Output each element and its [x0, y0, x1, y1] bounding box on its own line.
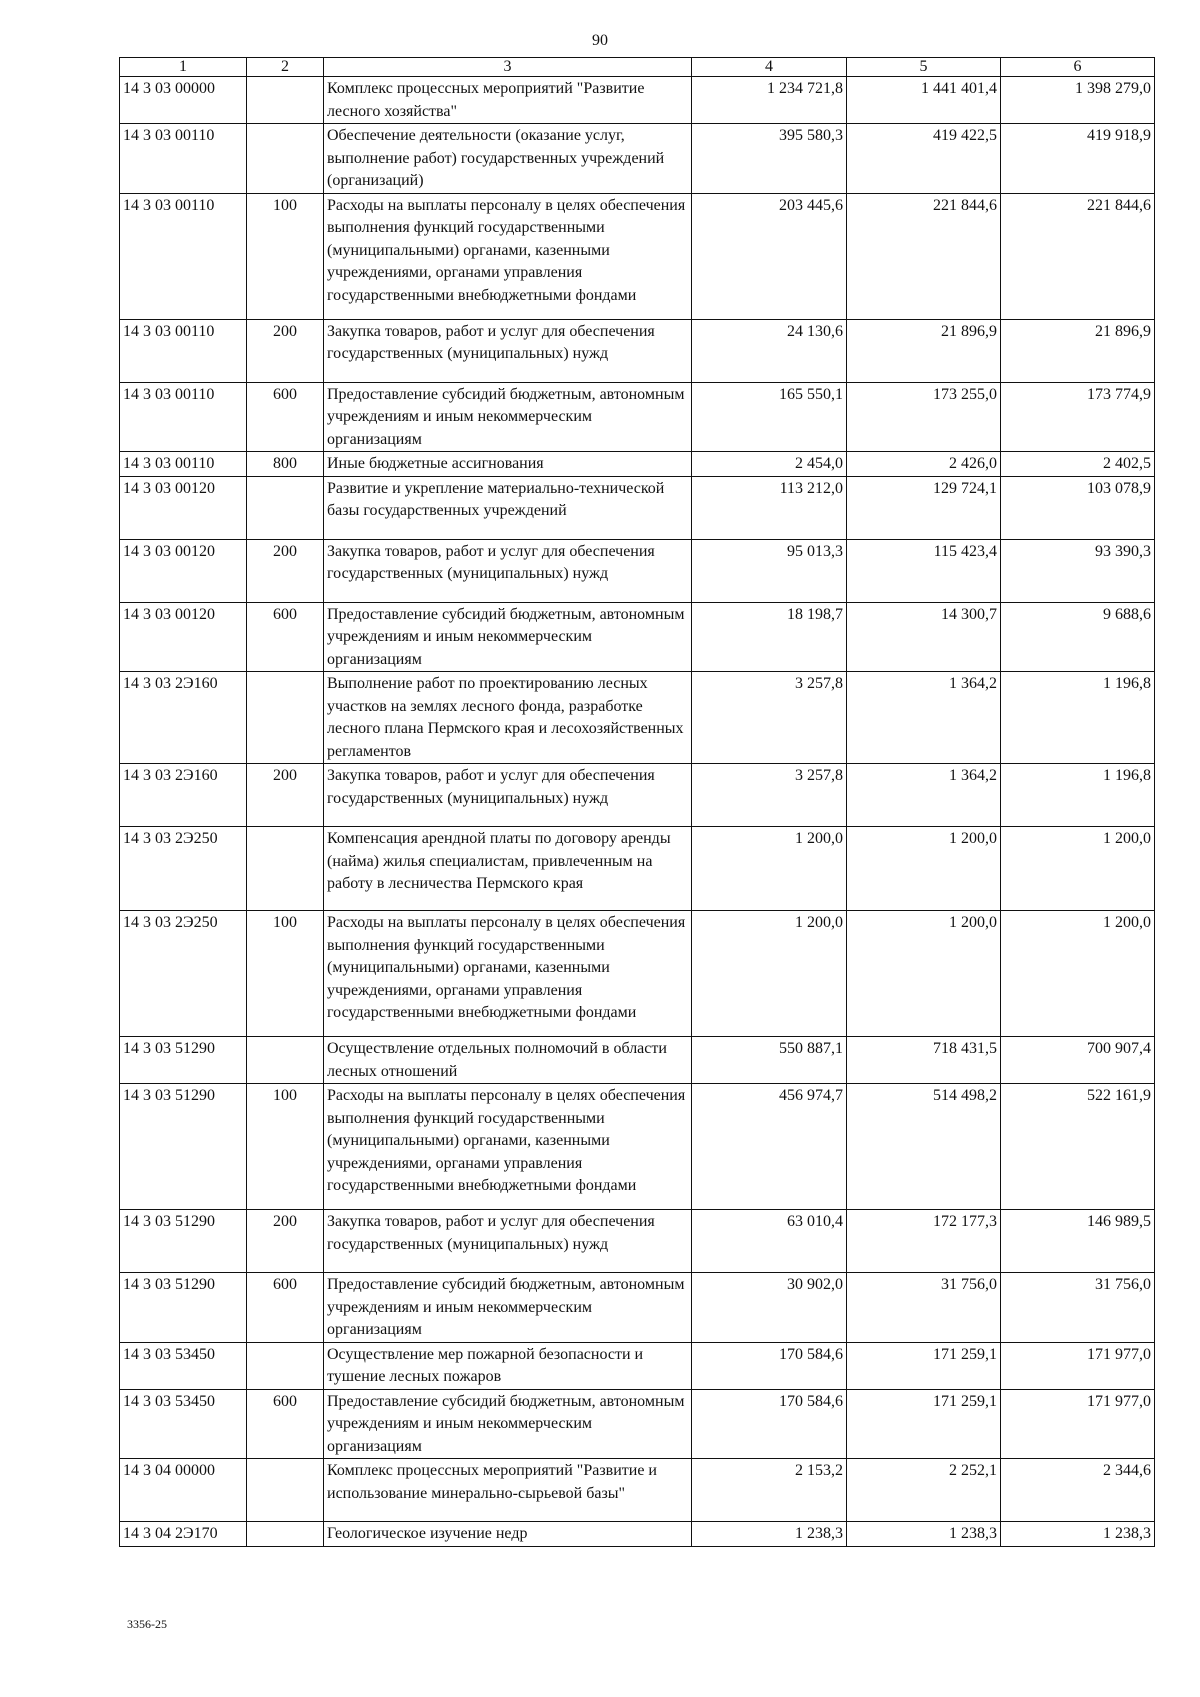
column-header-1: 1 [120, 58, 247, 77]
table-row [120, 827, 1155, 911]
value-col5-cell: 31 756,0 [847, 1273, 1001, 1343]
value-col4-cell: 18 198,7 [692, 602, 847, 672]
value-col4-cell: 395 580,3 [692, 124, 847, 194]
table-row [120, 77, 1155, 124]
expense-type-cell [247, 1037, 324, 1084]
value-col4-cell: 1 200,0 [692, 911, 847, 1037]
value-col5-cell: 129 724,1 [847, 476, 1001, 539]
table-row [120, 764, 1155, 827]
value-col5-cell: 1 200,0 [847, 911, 1001, 1037]
value-col5-cell: 2 426,0 [847, 452, 1001, 477]
name-cell: Предоставление субсидий бюджетным, автономным учреждениям и иным некоммерческим организациям [324, 1273, 692, 1343]
name-cell: Комплекс процессных мероприятий "Развитие и использование минерально-сырьевой базы" [324, 1459, 692, 1522]
expense-type-cell: 200 [247, 539, 324, 602]
value-col6-cell: 103 078,9 [1001, 476, 1155, 539]
name-cell: Предоставление субсидий бюджетным, автономным учреждениям и иным некоммерческим организациям [324, 602, 692, 672]
value-col5-cell: 1 364,2 [847, 672, 1001, 764]
name-cell: Геологическое изучение недр [324, 1522, 692, 1547]
table-row [120, 452, 1155, 477]
value-col5-cell: 21 896,9 [847, 319, 1001, 382]
code-cell: 14 3 04 00000 [120, 1459, 247, 1522]
value-col4-cell: 165 550,1 [692, 382, 847, 452]
value-col4-cell: 456 974,7 [692, 1084, 847, 1210]
value-col6-cell: 221 844,6 [1001, 193, 1155, 319]
footer-document-code: 3356-25 [127, 1617, 167, 1631]
value-col5-cell: 718 431,5 [847, 1037, 1001, 1084]
expense-type-cell: 200 [247, 319, 324, 382]
value-col5-cell: 2 252,1 [847, 1459, 1001, 1522]
name-cell: Осуществление отдельных полномочий в области лесных отношений [324, 1037, 692, 1084]
name-cell: Осуществление мер пожарной безопасности и тушение лесных пожаров [324, 1342, 692, 1389]
code-cell: 14 3 04 2Э170 [120, 1522, 247, 1547]
name-cell: Расходы на выплаты персоналу в целях обеспечения выполнения функций государственными (муниципальными) органами, казенными учреждениями, органами управления государственными внебюджетными фондами [324, 1084, 692, 1210]
expense-type-cell [247, 124, 324, 194]
code-cell: 14 3 03 53450 [120, 1389, 247, 1459]
value-col6-cell: 1 200,0 [1001, 827, 1155, 911]
name-cell: Закупка товаров, работ и услуг для обеспечения государственных (муниципальных) нужд [324, 319, 692, 382]
table-header [120, 58, 1155, 77]
name-cell: Предоставление субсидий бюджетным, автономным учреждениям и иным некоммерческим организациям [324, 1389, 692, 1459]
name-cell: Комплекс процессных мероприятий "Развитие лесного хозяйства" [324, 77, 692, 124]
code-cell: 14 3 03 2Э250 [120, 911, 247, 1037]
code-cell: 14 3 03 51290 [120, 1210, 247, 1273]
value-col5-cell: 173 255,0 [847, 382, 1001, 452]
expense-type-cell: 100 [247, 911, 324, 1037]
name-cell: Закупка товаров, работ и услуг для обеспечения государственных (муниципальных) нужд [324, 1210, 692, 1273]
value-col6-cell: 1 200,0 [1001, 911, 1155, 1037]
table-row [120, 1210, 1155, 1273]
value-col6-cell: 1 238,3 [1001, 1522, 1155, 1547]
value-col5-cell: 14 300,7 [847, 602, 1001, 672]
name-cell: Иные бюджетные ассигнования [324, 452, 692, 477]
value-col6-cell: 1 196,8 [1001, 764, 1155, 827]
value-col6-cell: 171 977,0 [1001, 1342, 1155, 1389]
table-row [120, 382, 1155, 452]
name-cell: Предоставление субсидий бюджетным, автономным учреждениям и иным некоммерческим организациям [324, 382, 692, 452]
expense-type-cell [247, 1459, 324, 1522]
expense-type-cell: 600 [247, 1273, 324, 1343]
table-row [120, 1459, 1155, 1522]
expense-type-cell: 200 [247, 1210, 324, 1273]
code-cell: 14 3 03 00120 [120, 476, 247, 539]
value-col6-cell: 31 756,0 [1001, 1273, 1155, 1343]
value-col4-cell: 3 257,8 [692, 672, 847, 764]
value-col4-cell: 170 584,6 [692, 1389, 847, 1459]
value-col4-cell: 2 454,0 [692, 452, 847, 477]
value-col4-cell: 24 130,6 [692, 319, 847, 382]
name-cell: Развитие и укрепление материально-технической базы государственных учреждений [324, 476, 692, 539]
value-col5-cell: 514 498,2 [847, 1084, 1001, 1210]
page-number: 90 [592, 32, 608, 49]
value-col5-cell: 1 238,3 [847, 1522, 1001, 1547]
expense-type-cell [247, 476, 324, 539]
expense-type-cell: 100 [247, 1084, 324, 1210]
table-row [120, 911, 1155, 1037]
code-cell: 14 3 03 51290 [120, 1037, 247, 1084]
table-row [120, 1037, 1155, 1084]
budget-table [119, 57, 1155, 1547]
value-col5-cell: 171 259,1 [847, 1389, 1001, 1459]
expense-type-cell [247, 672, 324, 764]
value-col6-cell: 173 774,9 [1001, 382, 1155, 452]
expense-type-cell [247, 827, 324, 911]
name-cell: Выполнение работ по проектированию лесных участков на землях лесного фонда, разработке лесного плана Пермского края и лесохозяйственных регламентов [324, 672, 692, 764]
value-col4-cell: 3 257,8 [692, 764, 847, 827]
expense-type-cell: 600 [247, 382, 324, 452]
code-cell: 14 3 03 2Э160 [120, 672, 247, 764]
value-col4-cell: 95 013,3 [692, 539, 847, 602]
code-cell: 14 3 03 00120 [120, 602, 247, 672]
name-cell: Обеспечение деятельности (оказание услуг, выполнение работ) государственных учреждений (организаций) [324, 124, 692, 194]
table-row [120, 1389, 1155, 1459]
name-cell: Закупка товаров, работ и услуг для обеспечения государственных (муниципальных) нужд [324, 539, 692, 602]
value-col5-cell: 115 423,4 [847, 539, 1001, 602]
column-header-5: 5 [847, 58, 1001, 77]
value-col5-cell: 172 177,3 [847, 1210, 1001, 1273]
value-col4-cell: 1 238,3 [692, 1522, 847, 1547]
value-col4-cell: 1 234 721,8 [692, 77, 847, 124]
code-cell: 14 3 03 00110 [120, 319, 247, 382]
value-col5-cell: 1 441 401,4 [847, 77, 1001, 124]
code-cell: 14 3 03 53450 [120, 1342, 247, 1389]
code-cell: 14 3 03 00110 [120, 124, 247, 194]
expense-type-cell: 200 [247, 764, 324, 827]
value-col4-cell: 1 200,0 [692, 827, 847, 911]
value-col5-cell: 419 422,5 [847, 124, 1001, 194]
header-row [120, 58, 1155, 77]
name-cell: Расходы на выплаты персоналу в целях обеспечения выполнения функций государственными (муниципальными) органами, казенными учреждениями, органами управления государственными внебюджетными фондами [324, 193, 692, 319]
expense-type-cell: 600 [247, 602, 324, 672]
name-cell: Расходы на выплаты персоналу в целях обеспечения выполнения функций государственными (муниципальными) органами, казенными учреждениями, органами управления государственными внебюджетными фондами [324, 911, 692, 1037]
value-col4-cell: 170 584,6 [692, 1342, 847, 1389]
value-col5-cell: 221 844,6 [847, 193, 1001, 319]
value-col4-cell: 113 212,0 [692, 476, 847, 539]
code-cell: 14 3 03 00110 [120, 382, 247, 452]
expense-type-cell [247, 77, 324, 124]
table-row [120, 539, 1155, 602]
value-col5-cell: 1 200,0 [847, 827, 1001, 911]
table-row [120, 672, 1155, 764]
value-col6-cell: 700 907,4 [1001, 1037, 1155, 1084]
table-row [120, 602, 1155, 672]
table-row [120, 476, 1155, 539]
code-cell: 14 3 03 51290 [120, 1084, 247, 1210]
code-cell: 14 3 03 00000 [120, 77, 247, 124]
code-cell: 14 3 03 2Э160 [120, 764, 247, 827]
value-col6-cell: 419 918,9 [1001, 124, 1155, 194]
table-row [120, 1084, 1155, 1210]
table-row [120, 1522, 1155, 1547]
value-col6-cell: 9 688,6 [1001, 602, 1155, 672]
name-cell: Компенсация арендной платы по договору аренды (найма) жилья специалистам, привлеченным на работу в лесничества Пермского края [324, 827, 692, 911]
value-col6-cell: 1 398 279,0 [1001, 77, 1155, 124]
expense-type-cell: 800 [247, 452, 324, 477]
code-cell: 14 3 03 00110 [120, 452, 247, 477]
value-col4-cell: 63 010,4 [692, 1210, 847, 1273]
value-col6-cell: 146 989,5 [1001, 1210, 1155, 1273]
value-col4-cell: 2 153,2 [692, 1459, 847, 1522]
expense-type-cell [247, 1342, 324, 1389]
column-header-2: 2 [247, 58, 324, 77]
table-row [120, 193, 1155, 319]
value-col6-cell: 2 402,5 [1001, 452, 1155, 477]
table-row [120, 124, 1155, 194]
value-col6-cell: 171 977,0 [1001, 1389, 1155, 1459]
table-body [120, 77, 1155, 1547]
column-header-3: 3 [324, 58, 692, 77]
value-col4-cell: 203 445,6 [692, 193, 847, 319]
name-cell: Закупка товаров, работ и услуг для обеспечения государственных (муниципальных) нужд [324, 764, 692, 827]
value-col4-cell: 30 902,0 [692, 1273, 847, 1343]
expense-type-cell [247, 1522, 324, 1547]
value-col6-cell: 21 896,9 [1001, 319, 1155, 382]
table-row [120, 1342, 1155, 1389]
value-col6-cell: 1 196,8 [1001, 672, 1155, 764]
value-col4-cell: 550 887,1 [692, 1037, 847, 1084]
code-cell: 14 3 03 2Э250 [120, 827, 247, 911]
value-col5-cell: 1 364,2 [847, 764, 1001, 827]
code-cell: 14 3 03 00120 [120, 539, 247, 602]
value-col6-cell: 2 344,6 [1001, 1459, 1155, 1522]
column-header-6: 6 [1001, 58, 1155, 77]
column-header-4: 4 [692, 58, 847, 77]
expense-type-cell: 100 [247, 193, 324, 319]
code-cell: 14 3 03 51290 [120, 1273, 247, 1343]
value-col5-cell: 171 259,1 [847, 1342, 1001, 1389]
table-row [120, 1273, 1155, 1343]
code-cell: 14 3 03 00110 [120, 193, 247, 319]
value-col6-cell: 93 390,3 [1001, 539, 1155, 602]
value-col6-cell: 522 161,9 [1001, 1084, 1155, 1210]
table-row [120, 319, 1155, 382]
expense-type-cell: 600 [247, 1389, 324, 1459]
